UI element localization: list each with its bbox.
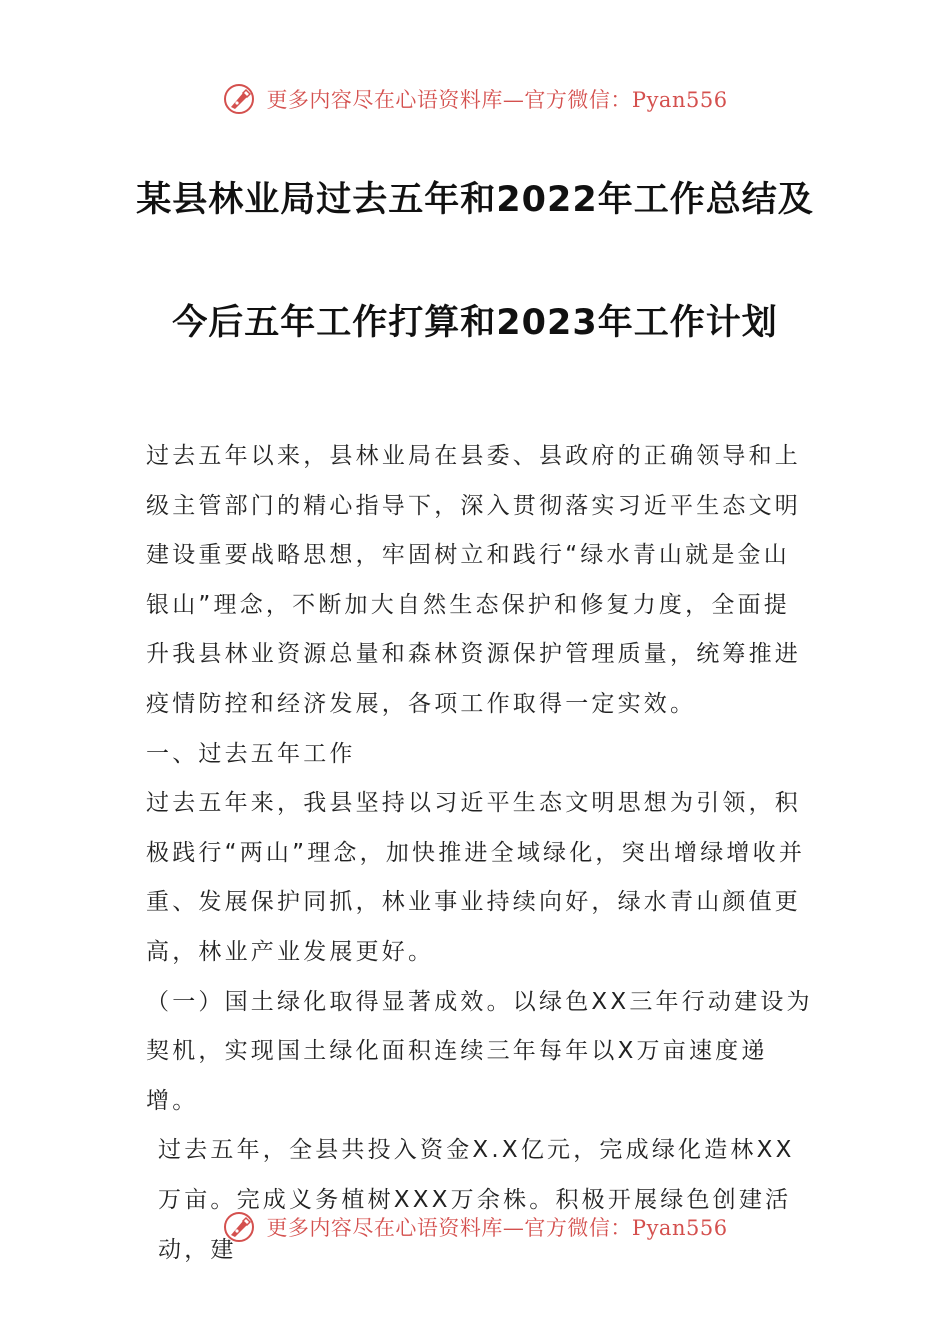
document-title-line-2: 今后五年工作打算和2023年工作计划 <box>172 303 778 343</box>
pen-nib-logo-icon <box>222 82 256 116</box>
section-heading-past-five-years: 一、过去五年工作 <box>146 740 356 767</box>
document-body <box>146 432 814 1275</box>
pen-nib-logo-icon <box>222 1210 256 1244</box>
watermark-text: 更多内容尽在心语资料库—官方微信：Pyan556 <box>266 1216 728 1240</box>
watermark-footer <box>0 1210 950 1244</box>
subsection-paragraph-greening: （一）国土绿化取得显著成效。以绿色XX三年行动建设为契机，实现国土绿化面积连续三年每年以X万亩速度递增。 <box>146 988 813 1114</box>
watermark-header <box>0 82 950 116</box>
intro-paragraph: 过去五年以来，县林业局在县委、县政府的正确领导和上级主管部门的精心指导下，深入贯彻落实习近平生态文明建设重要战略思想，牢固树立和践行“绿水青山就是金山银山”理念，不断加大自然生态保护和修复力度，全面提升我县林业资源总量和森林资源保护管理质量，统筹推进疫情防控和经济发展，各项工作取得一定实效。 <box>146 443 801 717</box>
subsection-paragraph-investment: 过去五年，全县共投入资金X.X亿元，完成绿化造林XX万亩。完成义务植树XXX万余株。积极开展绿色创建活动，建 <box>158 1137 795 1263</box>
document-title-line-1: 某县林业局过去五年和2022年工作总结及 <box>136 180 814 220</box>
watermark-text: 更多内容尽在心语资料库—官方微信：Pyan556 <box>266 88 728 112</box>
section-paragraph-past-five-years: 过去五年来，我县坚持以习近平生态文明思想为引领，积极践行“两山”理念，加快推进全域绿化，突出增绿增收并重、发展保护同抓，林业事业持续向好，绿水青山颜值更高，林业产业发展更好。 <box>146 790 806 965</box>
